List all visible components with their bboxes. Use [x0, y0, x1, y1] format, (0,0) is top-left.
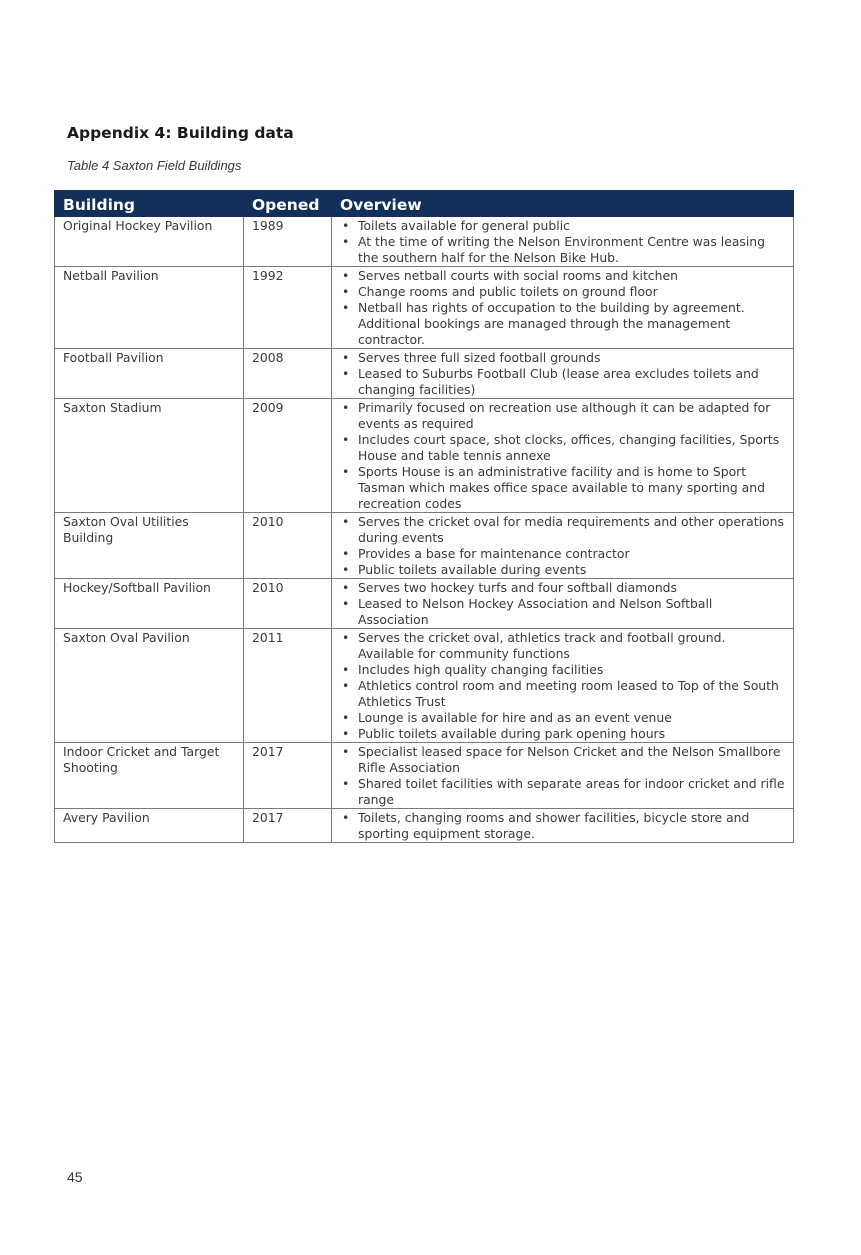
header-building: Building — [55, 191, 244, 217]
overview-list — [340, 514, 785, 578]
cell-opened: 1989 — [244, 217, 332, 267]
table-row — [55, 349, 794, 399]
cell-overview — [332, 217, 794, 267]
cell-overview — [332, 399, 794, 513]
cell-building: Saxton Oval Pavilion — [55, 629, 244, 743]
overview-bullet: • Leased to Suburbs Football Club (lease area excludes toilets and changing facilities) — [340, 366, 785, 398]
overview-list — [340, 810, 785, 842]
overview-list — [340, 268, 785, 348]
table-row — [55, 267, 794, 349]
cell-overview — [332, 579, 794, 629]
overview-list — [340, 218, 785, 266]
cell-building: Indoor Cricket and Target Shooting — [55, 743, 244, 809]
overview-bullet: • Shared toilet facilities with separate areas for indoor cricket and rifle range — [340, 776, 785, 808]
overview-list — [340, 580, 785, 628]
overview-bullet: • Public toilets available during events — [340, 562, 785, 578]
buildings-table — [54, 190, 794, 843]
cell-opened: 2010 — [244, 513, 332, 579]
cell-building: Football Pavilion — [55, 349, 244, 399]
table-row — [55, 743, 794, 809]
overview-bullet: • Serves the cricket oval for media requirements and other operations during events — [340, 514, 785, 546]
overview-list — [340, 630, 785, 742]
overview-bullet: • At the time of writing the Nelson Environment Centre was leasing the southern half for the Nelson Bike Hub. — [340, 234, 785, 266]
cell-opened: 2011 — [244, 629, 332, 743]
overview-list — [340, 350, 785, 398]
page-number: 45 — [67, 1169, 83, 1185]
overview-bullet: • Includes high quality changing facilities — [340, 662, 785, 678]
overview-bullet: • Serves three full sized football grounds — [340, 350, 785, 366]
cell-overview — [332, 349, 794, 399]
table-row — [55, 809, 794, 843]
table-row — [55, 513, 794, 579]
cell-building: Original Hockey Pavilion — [55, 217, 244, 267]
overview-bullet: • Netball has rights of occupation to the building by agreement. Additional bookings are managed through the management contractor. — [340, 300, 785, 348]
overview-bullet: • Toilets, changing rooms and shower facilities, bicycle store and sporting equipment storage. — [340, 810, 785, 842]
overview-bullet: • Lounge is available for hire and as an event venue — [340, 710, 785, 726]
table-body — [55, 217, 794, 843]
overview-bullet: • Public toilets available during park opening hours — [340, 726, 785, 742]
cell-opened: 2008 — [244, 349, 332, 399]
overview-bullet: • Serves the cricket oval, athletics track and football ground. Available for community functions — [340, 630, 785, 662]
cell-opened: 2010 — [244, 579, 332, 629]
table-row — [55, 579, 794, 629]
table-header-row — [55, 191, 794, 217]
cell-building: Saxton Oval Utilities Building — [55, 513, 244, 579]
cell-overview — [332, 809, 794, 843]
cell-overview — [332, 629, 794, 743]
cell-overview — [332, 267, 794, 349]
overview-list — [340, 744, 785, 808]
overview-bullet: • Leased to Nelson Hockey Association and Nelson Softball Association — [340, 596, 785, 628]
table-row — [55, 399, 794, 513]
cell-building: Netball Pavilion — [55, 267, 244, 349]
overview-list — [340, 400, 785, 512]
table-caption: Table 4 Saxton Field Buildings — [67, 158, 242, 173]
cell-building: Hockey/Softball Pavilion — [55, 579, 244, 629]
cell-opened: 2017 — [244, 809, 332, 843]
overview-bullet: • Serves netball courts with social rooms and kitchen — [340, 268, 785, 284]
overview-bullet: • Athletics control room and meeting room leased to Top of the South Athletics Trust — [340, 678, 785, 710]
overview-bullet: • Toilets available for general public — [340, 218, 785, 234]
overview-bullet: • Primarily focused on recreation use although it can be adapted for events as required — [340, 400, 785, 432]
cell-building: Avery Pavilion — [55, 809, 244, 843]
table-row — [55, 629, 794, 743]
table-row — [55, 217, 794, 267]
overview-bullet: • Serves two hockey turfs and four softball diamonds — [340, 580, 785, 596]
header-overview: Overview — [332, 191, 794, 217]
overview-bullet: • Provides a base for maintenance contractor — [340, 546, 785, 562]
cell-overview — [332, 743, 794, 809]
cell-opened: 2009 — [244, 399, 332, 513]
cell-building: Saxton Stadium — [55, 399, 244, 513]
overview-bullet: • Specialist leased space for Nelson Cricket and the Nelson Smallbore Rifle Association — [340, 744, 785, 776]
header-opened: Opened — [244, 191, 332, 217]
cell-opened: 1992 — [244, 267, 332, 349]
appendix-heading: Appendix 4: Building data — [67, 124, 294, 142]
overview-bullet: • Sports House is an administrative facility and is home to Sport Tasman which makes office space available to many sporting and recreation codes — [340, 464, 785, 512]
cell-opened: 2017 — [244, 743, 332, 809]
cell-overview — [332, 513, 794, 579]
overview-bullet: • Change rooms and public toilets on ground floor — [340, 284, 785, 300]
overview-bullet: • Includes court space, shot clocks, offices, changing facilities, Sports House and table tennis annexe — [340, 432, 785, 464]
